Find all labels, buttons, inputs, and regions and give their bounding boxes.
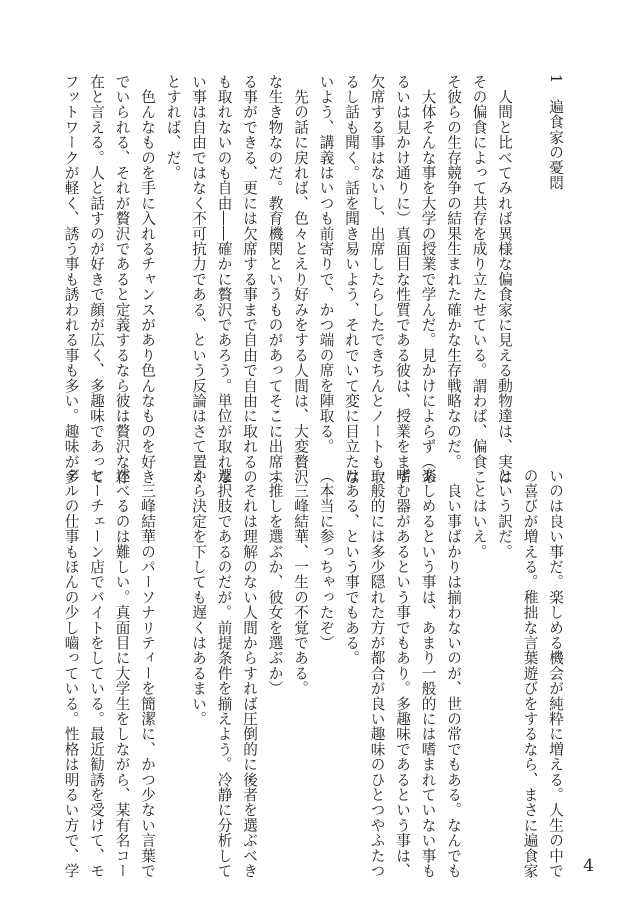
lower-text-column: とはいえ。 bbox=[470, 468, 488, 560]
lower-text-column: 述べるのは難しい。真面目に大学生をしながら、某有名コー bbox=[113, 468, 131, 879]
upper-text-column: 人間と比べてみれば異様な偏食家に見える動物達は、実は bbox=[496, 74, 513, 485]
lower-text-column: 楽しめるという事は、あまり一般的には嗜まれていない事も bbox=[419, 468, 437, 879]
upper-text-column: な生き物なのだ。教育機関というものがあってそこに出席す bbox=[266, 74, 284, 485]
lower-text-column bbox=[160, 468, 186, 808]
upper-text-column: 大体そんな事を大学の授業で学んだ。見かけによらず（あ bbox=[419, 74, 437, 485]
lower-text-column: 嗜む器があるという事でもあり。多趣味であるという事は、 bbox=[394, 468, 411, 879]
upper-text-block bbox=[58, 74, 568, 485]
lower-text-column: という訳だ。 bbox=[496, 468, 513, 560]
upper-text-column: とすれば、だ。 bbox=[164, 74, 182, 181]
upper-text-column: るいは見かけ通りに）真面目な性質である彼は、授業をまず bbox=[394, 74, 411, 485]
upper-text-column: い事は自由ではなく不可抗力である、という反論はさて置く bbox=[190, 74, 207, 485]
lower-text-block bbox=[58, 468, 568, 879]
upper-text-column: そ彼らの生存競争の結果生まれた確かな生存戦略なのだ。 bbox=[445, 74, 462, 470]
upper-text-column: いよう、講義はいつも前寄りで、かつ端の席を陣取る。 bbox=[317, 74, 335, 454]
upper-text-column: 1 遍食家の憂悶 bbox=[547, 74, 564, 191]
upper-text-column: る事ができる、更には欠席する事まで自由で自由に取れるの bbox=[241, 74, 258, 485]
upper-text-column: 色んなものを手に入れるチャンスがあり色んなものを好き bbox=[139, 74, 156, 485]
upper-text-column: 欠席する事はないし、出席したらしたできちんとノートも取 bbox=[368, 74, 386, 485]
upper-text-column: その偏食によって共存を成り立たせている。謂わば、偏食こ bbox=[470, 74, 488, 485]
lower-text-column: の喜びが増える。稚拙な言葉遊びをするなら、まさに遍食家 bbox=[521, 468, 539, 879]
lower-text-column: 選択肢であるのだが。前提条件を揃えよう。冷静に分析して bbox=[215, 468, 233, 879]
lower-text-column: ヒーチェーン店でバイトをしている。最近勧誘を受けて、モ bbox=[88, 468, 105, 879]
lower-text-column: 一般的には多少隠れた方が都合が良い趣味のひとつやふたつ bbox=[368, 468, 386, 879]
upper-text-column: フットワークが軽く、誘う事も誘われる事も多い。趣味が多 bbox=[62, 74, 80, 485]
lower-text-column: から決定を下しても遅くはあるまい。 bbox=[190, 468, 207, 727]
upper-text-column: 先の話に戻れば、色々とえり好みをする人間は、大変贅沢 bbox=[292, 74, 309, 485]
page-number: 4 bbox=[583, 856, 594, 876]
lower-text-column: デルの仕事もほんの少し嚙っている。性格は明るい方で、学 bbox=[62, 468, 80, 879]
lower-text-column: 三峰結華のパーソナリティーを簡潔に、かつ少ない言葉で bbox=[139, 468, 156, 879]
upper-text-column: 在と言える。人と話すのが好きで顔が広く、多趣味であって bbox=[88, 74, 105, 485]
upper-text-column: も取れないのも自由――確かに贅沢であろう。単位が取れな bbox=[215, 74, 233, 485]
lower-text-column: （本当に参っちゃったぞ） bbox=[317, 468, 335, 651]
lower-text-column: はある、という事でもある。 bbox=[343, 468, 360, 666]
lower-text-column: いのは良い事だ。楽しめる機会が純粋に増える。人生の中で bbox=[547, 468, 564, 879]
lower-text-column: （推しを選ぶか、彼女を選ぶか） bbox=[266, 468, 284, 696]
upper-text-column: でいられる、それが贅沢であると定義するなら彼は贅沢な存 bbox=[113, 74, 131, 485]
lower-text-column: それは理解のない人間からすれば圧倒的に後者を選ぶべき bbox=[241, 468, 258, 879]
upper-text-column: るし話も聞く。話を聞き易いよう、それでいて変に目立たな bbox=[343, 74, 360, 485]
lower-text-column: 三峰結華、一生の不覚である。 bbox=[292, 468, 309, 696]
lower-text-column: 良い事ばかりは揃わないのが、世の常でもある。なんでも bbox=[445, 468, 462, 879]
upper-text-column bbox=[517, 74, 543, 414]
